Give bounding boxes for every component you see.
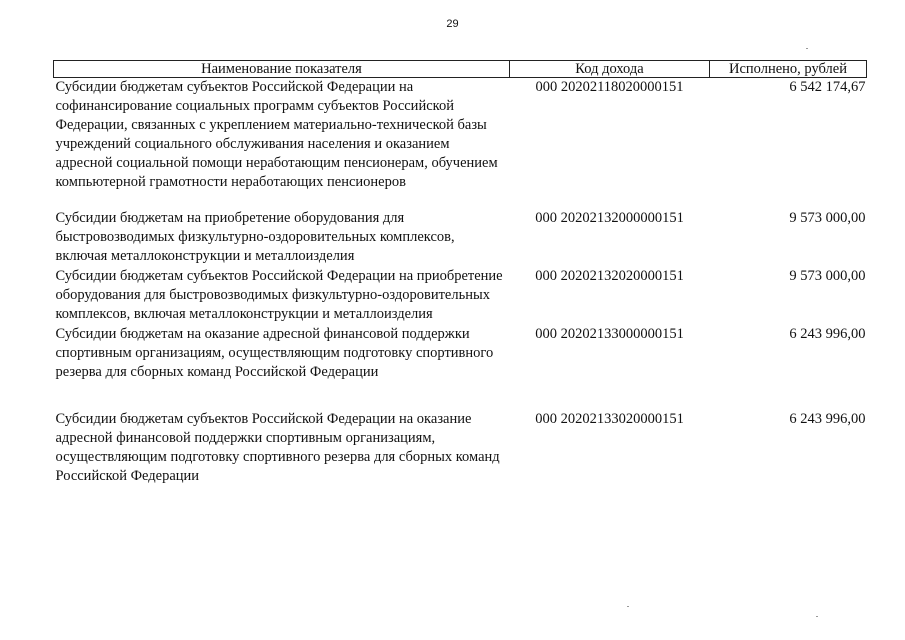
scan-speck xyxy=(816,616,818,617)
column-header-code: Код дохода xyxy=(510,61,710,78)
column-header-amount: Исполнено, рублей xyxy=(710,61,867,78)
table-row xyxy=(54,209,867,266)
row-name: Субсидии бюджетам на оказание адресной финансовой поддержки спортивным организациям, осуществляющим подготовку спортивного резерва для сборных команд Российской Федерации xyxy=(55,326,494,380)
row-spacer xyxy=(54,382,867,410)
table-row xyxy=(54,410,867,486)
revenue-table xyxy=(53,60,867,486)
row-code: 000 20202118020000151 xyxy=(535,79,684,95)
table-header-row xyxy=(54,61,867,78)
scan-speck xyxy=(627,606,629,607)
row-name: Субсидии бюджетам субъектов Российской Федерации на софинансирование социальных программ субъектов Российской Федерации, связанных с укреплением материально-технической базы учреждений социального обслуживания населения и оказанием адресной социальной помощи неработающим пенсионерам, обучением компьютерной грамотности неработающих пенсионеров xyxy=(55,79,498,190)
column-header-name: Наименование показателя xyxy=(54,61,510,78)
page-number: 29 xyxy=(446,18,459,30)
row-code: 000 20202133020000151 xyxy=(535,411,684,427)
row-amount: 9 573 000,00 xyxy=(789,268,866,284)
scan-speck xyxy=(806,48,808,49)
table-row xyxy=(54,267,867,324)
table-row xyxy=(54,78,867,193)
row-name: Субсидии бюджетам субъектов Российской Федерации на приобретение оборудования для быстровозводимых физкультурно-оздоровительных комплексов, включая металлоконструкции и металлоизделия xyxy=(55,268,503,322)
table-row xyxy=(54,325,867,382)
row-code: 000 20202132000000151 xyxy=(535,210,684,226)
row-amount: 9 573 000,00 xyxy=(789,210,866,226)
row-amount: 6 542 174,67 xyxy=(789,79,866,95)
row-code: 000 20202132020000151 xyxy=(535,268,684,284)
row-code: 000 20202133000000151 xyxy=(535,326,684,342)
row-amount: 6 243 996,00 xyxy=(789,326,866,342)
row-name: Субсидии бюджетам субъектов Российской Федерации на оказание адресной финансовой поддержки спортивным организациям, осуществляющим подготовку спортивного резерва для сборных команд Российской Федерации xyxy=(55,411,500,484)
row-spacer xyxy=(54,192,867,209)
row-name: Субсидии бюджетам на приобретение оборудования для быстровозводимых физкультурно-оздоровительных комплексов, включая металлоконструкции и металлоизделия xyxy=(55,210,455,264)
row-amount: 6 243 996,00 xyxy=(789,411,866,427)
